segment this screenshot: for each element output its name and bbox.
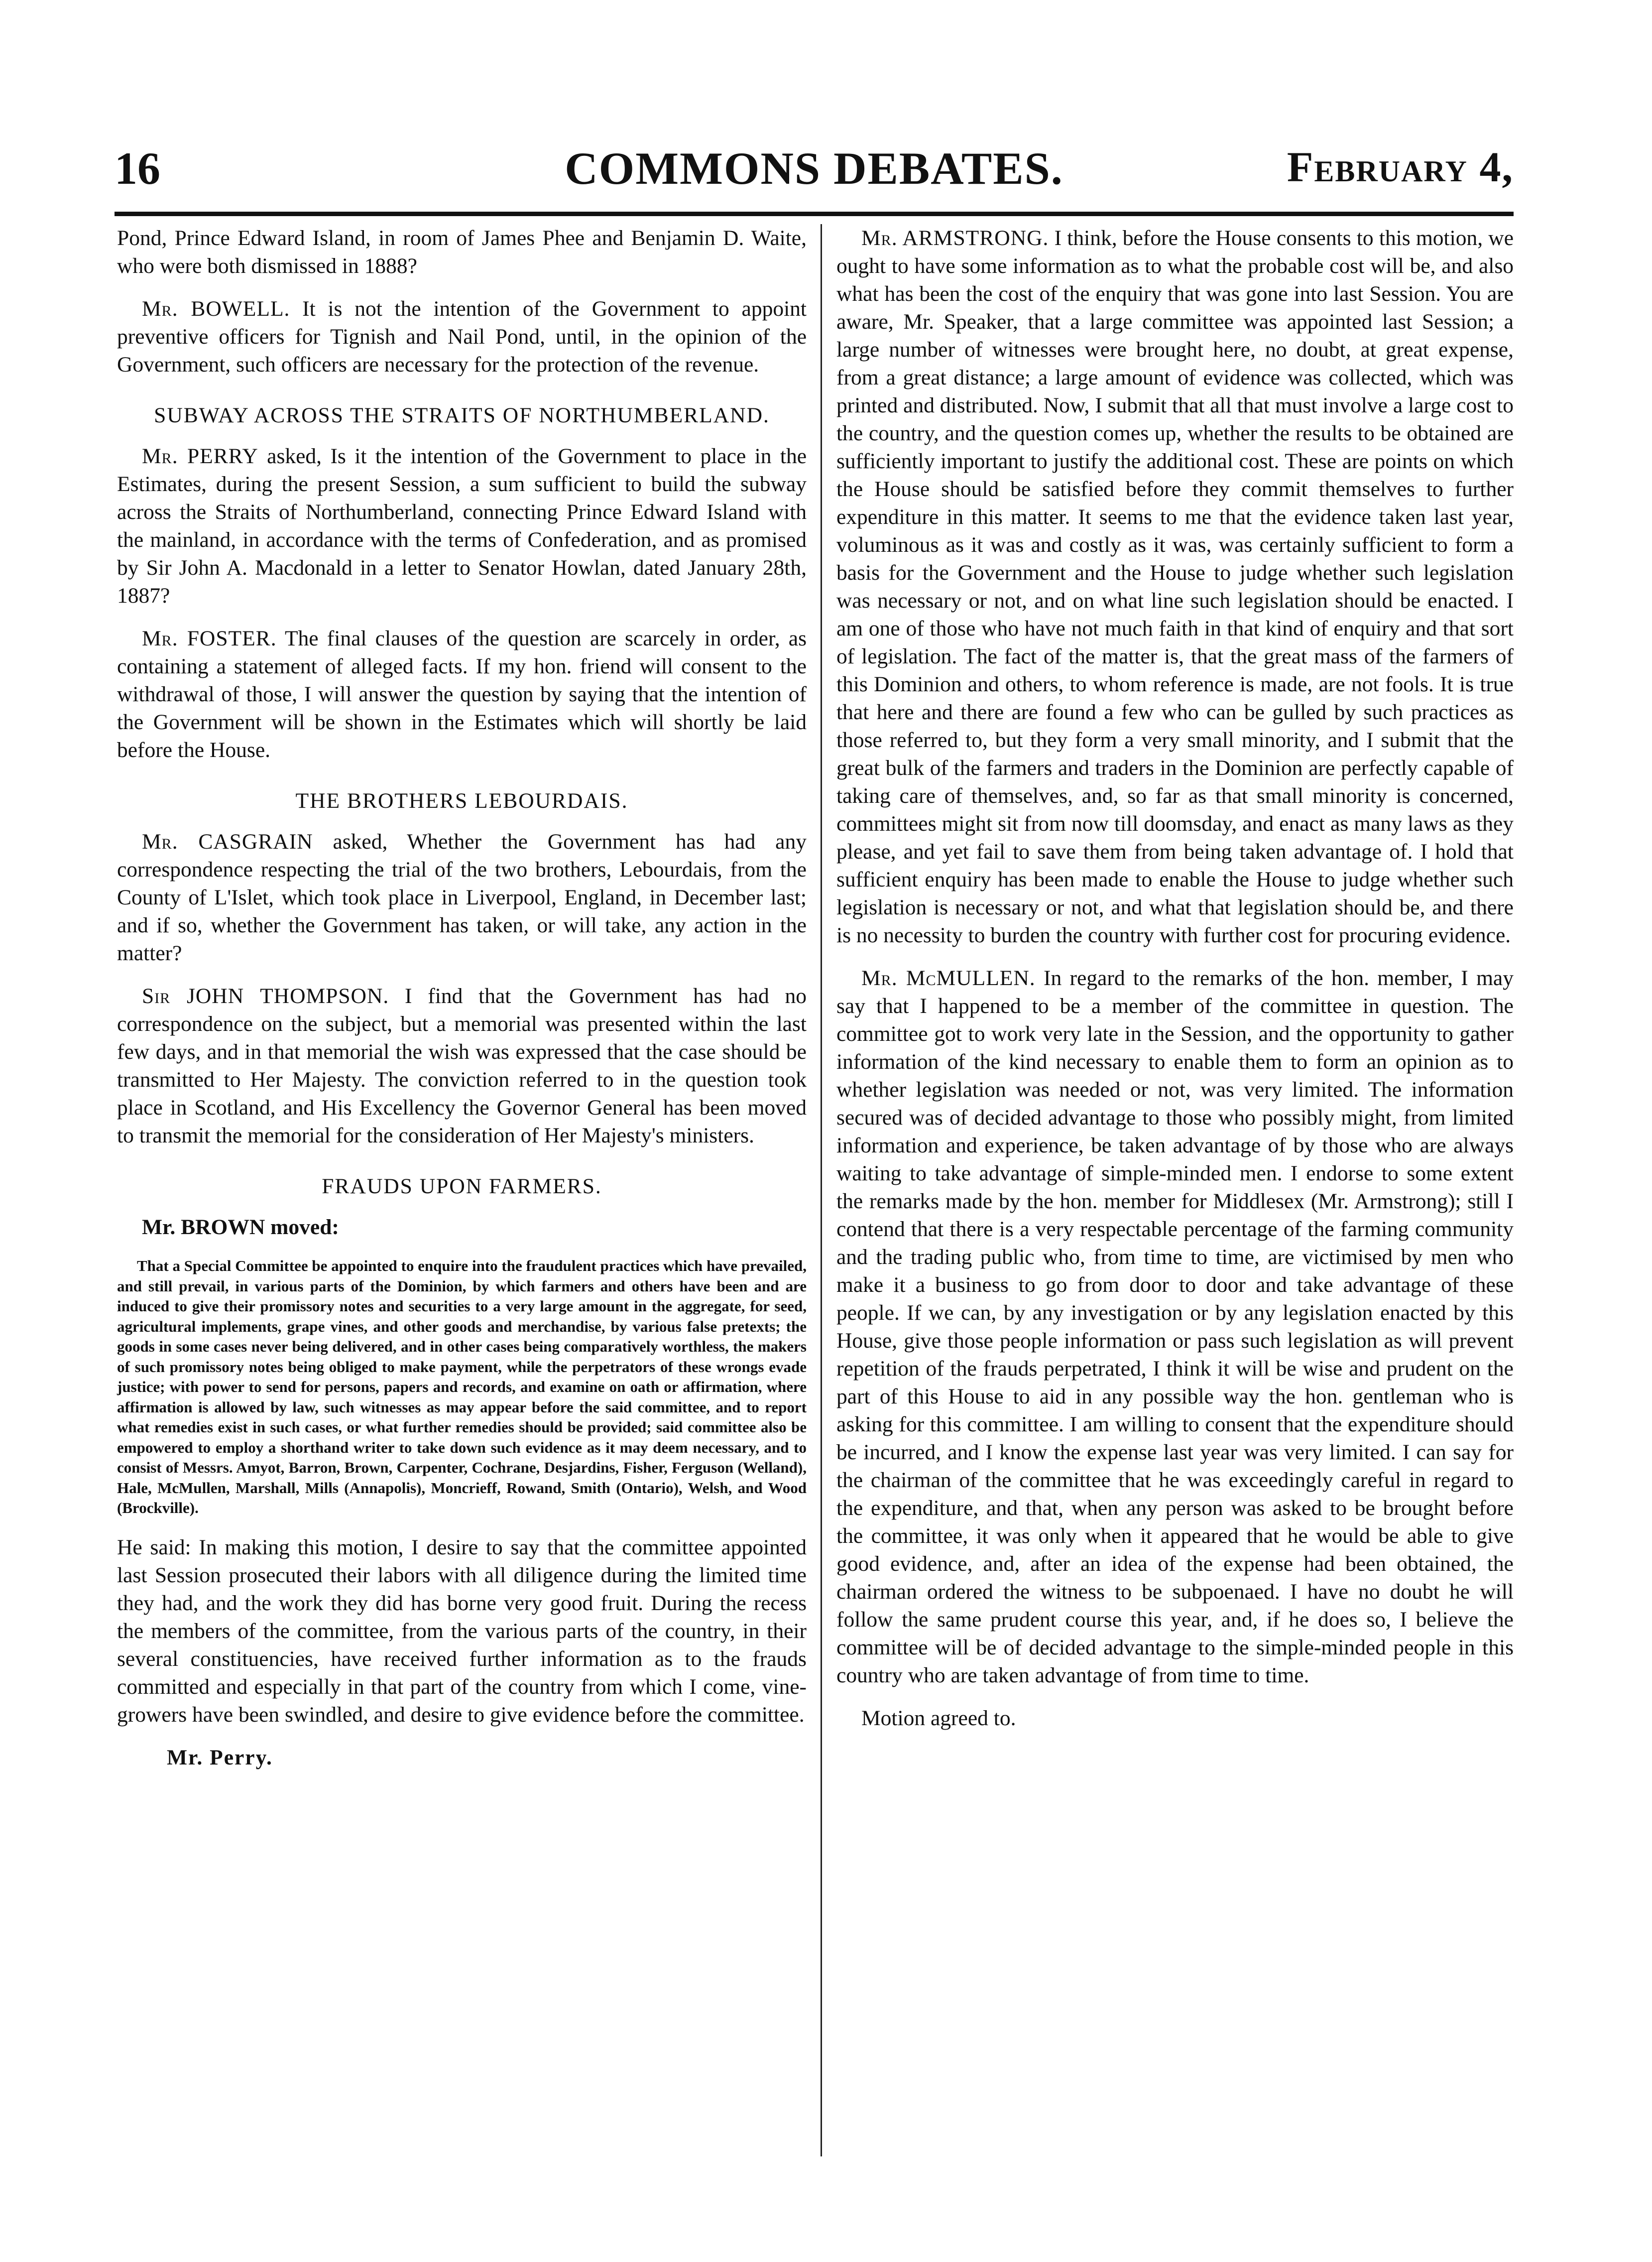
- speech-text: I find that the Government has had no correspondence on the subject, but a memorial was presented within the last few days, and in that memorial the wish was expressed that the case should be transmitted to Her Majesty. The conviction referred to in the question took place in Scotland, and His Excellency the Governor General has been moved to transmit the memorial for the consideration of Her Majesty's ministers.: [117, 984, 807, 1147]
- speech-bowell: [117, 295, 807, 378]
- section-heading-subway: SUBWAY ACROSS THE STRAITS OF NORTHUMBERLAND.: [154, 403, 770, 427]
- section-heading-lebourdais: THE BROTHERS LEBOURDAIS.: [295, 789, 628, 813]
- section-heading-frauds: FRAUDS UPON FARMERS.: [322, 1174, 602, 1198]
- question-continuation: Pond, Prince Edward Island, in room of James Phee and Benjamin D. Waite, who were both dismissed in 1888?: [117, 226, 807, 278]
- page-header: [115, 142, 1514, 207]
- motion-text: That a Special Committee be appointed to enquire into the fraudulent practices which have prevailed, and still prevail, in various parts of the Dominion, by which farmers and others have been and are induced to give their promissory notes and securities to a very large amount in the aggregate, for seed, agricultural implements, grape vines, and other goods and merchandise, by various false pretexts; the goods in some cases never being delivered, and in other cases being comparatively worthless, the makers of such promissory notes being obliged to make payment, while the perpetrators of these wrongs evade justice; with power to send for persons, papers and records, and examine on oath or affirmation, where affirmation is allowed by law, such witnesses as may appear before the said committee, and to report what remedies exist in such cases, or what further remedies should be provided; said committee also be empowered to employ a shorthand writer to take down such evidence as it may deem necessary, and to consist of Messrs. Amyot, Barron, Brown, Carpenter, Cochrane, Desjardins, Fisher, Ferguson (Welland), Hale, McMullen, Marshall, Mills (Annapolis), Moncrieff, Rowand, Smith (Ontario), Welsh, and Wood (Brockville).: [117, 1257, 807, 1516]
- question-casgrain: [117, 828, 807, 967]
- motion-result: Motion agreed to.: [861, 1706, 1016, 1730]
- question-perry: [117, 442, 807, 610]
- speaker-name: Mr. FOSTER.: [142, 627, 277, 650]
- speech-armstrong: [836, 224, 1514, 949]
- speaker-name: Mr. BOWELL.: [142, 297, 290, 321]
- speaker-name: Mr. PERRY: [142, 444, 258, 468]
- speech-text: The final clauses of the question are scarcely in order, as containing a statement of alleged facts. If my hon. friend will consent to the withdrawal of those, I will answer the question by saying that the intention of the Government will be shown in the Estimates which will shortly be laid before the House.: [117, 627, 807, 762]
- speech-foster: [117, 625, 807, 764]
- speech-text: In regard to the remarks of the hon. member, I may say that I happened to be a member of the committee in question. The committee got to work very late in the Session, and the opportunity to gather information of the kind necessary to enable them to form an opinion as to whether legislation was needed or not, was very limited. The information secured was of decided advantage to those who possibly might, from limited information and experience, be taken advantage of by those who are always waiting to take advantage of simple-minded men. I endorse to some extent the remarks made by the hon. member for Middlesex (Mr. Armstrong); still I contend that there is a very respectable percentage of the farming community and the trading public who, from time to time, are victimised by men who make it a business to go from door to door and take advantage of these people. If we can, by any investigation or by any legislation enacted by this House, give those people information or pass such legislation as will prevent repetition of the frauds perpetrated, I think it will be wise and prudent on the part of this House to aid in any possible way the hon. gentleman who is asking for this committee. I am willing to consent that the expenditure should be incurred, and I know the expense last year was very limited. I can say for the chairman of the committee that he was exceedingly careful in regard to the expenditure, and that, when any person was asked to be brought before the committee, it was only when it appeared that he would be able to give good evidence, and, after an idea of the expense had been obtained, the chairman ordered the witness to be subpoenaed. I have no doubt he will follow the same prudent course this year, and, if he does so, I believe the committee will be of decided advantage to the simple-minded people in this country who are taken advantage of from time to time.: [836, 966, 1514, 1687]
- speaker-name: Sir JOHN THOMPSON.: [142, 984, 389, 1008]
- publication-title: COMMONS DEBATES.: [565, 143, 1063, 194]
- motion-mover: Mr. BROWN moved:: [142, 1215, 339, 1239]
- running-signoff: Mr. Perry.: [167, 1745, 273, 1769]
- left-column: [117, 224, 807, 1771]
- column-divider: [821, 224, 822, 2156]
- speaker-name: Mr. CASGRAIN: [142, 830, 313, 854]
- speaker-name: Mr. ARMSTRONG.: [861, 226, 1049, 250]
- header-rule: [115, 212, 1514, 216]
- speech-text: asked, Is it the intention of the Government to place in the Estimates, during the present Session, a sum sufficient to build the subway across the Straits of Northumberland, connecting Prince Edward Island with the mainland, in accordance with the terms of Confederation, and as promised by Sir John A. Macdonald in a letter to Senator Howlan, dated January 28th, 1887?: [117, 444, 807, 608]
- speech-thompson: [117, 982, 807, 1149]
- speech-text: It is not the intention of the Government to appoint preventive officers for Tignish and Nail Pond, until, in the opinion of the Government, such officers are necessary for the protection of the revenue.: [117, 297, 807, 377]
- speaker-name: Mr. McMULLEN.: [861, 966, 1036, 990]
- speech-text: I think, before the House consents to this motion, we ought to have some information as to what the probable cost will be, and also what has been the cost of the enquiry that was gone into last Session. You are aware, Mr. Speaker, that a large committee was appointed last Session; a large number of witnesses were brought here, no doubt, at great expense, from a great distance; a large amount of evidence was collected, which was printed and distributed. Now, I submit that all that must involve a large cost to the country, and the question comes up, whether the results to be obtained are sufficiently important to justify the additional cost. These are points on which the House should be satisfied before they commit themselves to further expenditure in this matter. It seems to me that the evidence taken last year, voluminous as it was and costly as it was, was certainly sufficient to form a basis for the Government and the House to judge whether such legislation was necessary or not, and on what line such legislation should be enacted. I am one of those who have not much faith in that kind of enquiry and that sort of legislation. The fact of the matter is, that the great mass of the farmers of this Dominion and others, to whom reference is made, are not fools. It is true that here and there are found a few who can be gulled by such practices as those referred to, but they form a very small minority, and I submit that the great bulk of the farmers and traders in the Dominion are perfectly capable of taking care of themselves, and, so far as that small minority is concerned, committees might sit from now till doomsday, and enact as many laws as they please, and yet fail to save them from being taken advantage of. I hold that sufficient enquiry has been made to enable the House to judge whether such legislation is necessary or not, and what that legislation should be, and there is no necessity to burden the country with further cost for procuring evidence.: [836, 226, 1514, 947]
- speech-text: asked, Whether the Government has had any correspondence respecting the trial of the two brothers, Lebourdais, from the County of L'Islet, which took place in Liverpool, England, in December last; and if so, whether the Government has taken, or will take, any action in the matter?: [117, 830, 807, 965]
- speech-brown: He said: In making this motion, I desire to say that the committee appointed last Session prosecuted their labors with all diligence during the limited time they had, and the work they did has borne very good fruit. During the recess the members of the committee, from the various parts of the country, in their several constituencies, have received further information as to the frauds committed and especially in that part of the country from which I come, vine-growers have been swindled, and desire to give evidence before the committee.: [117, 1535, 807, 1727]
- right-column: [836, 224, 1514, 1732]
- page-date: February 4,: [1287, 143, 1514, 191]
- speech-mcmullen: [836, 964, 1514, 1689]
- page-number: 16: [115, 143, 160, 194]
